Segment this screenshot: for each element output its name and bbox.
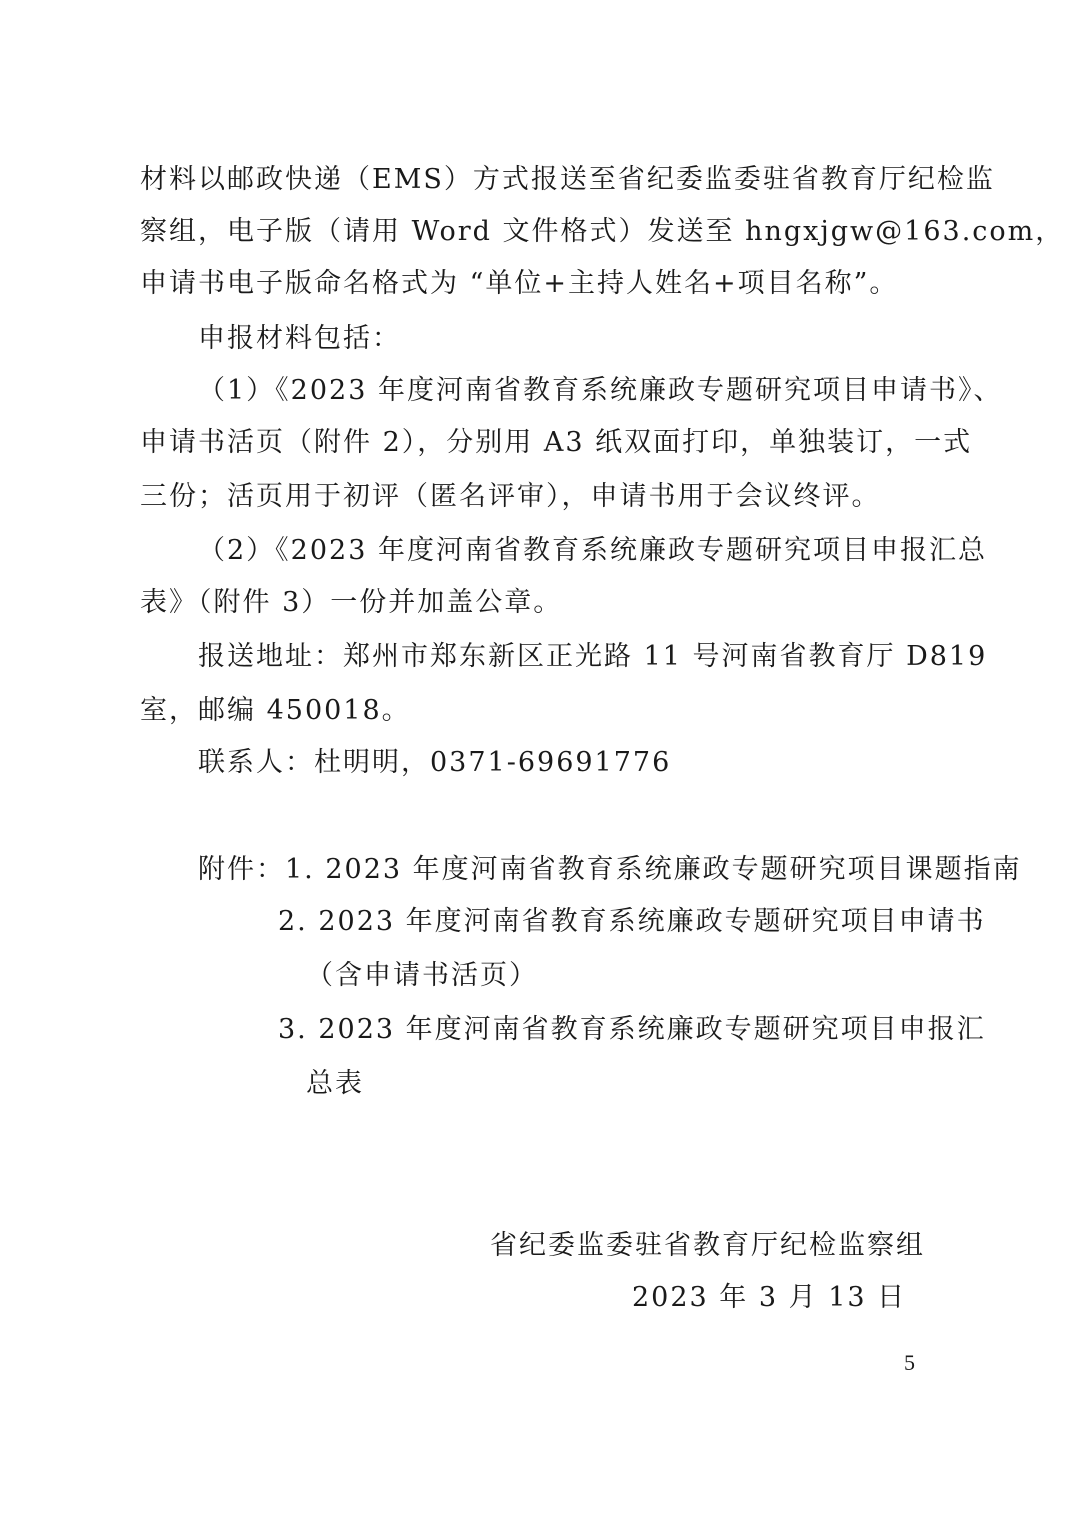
- body-line: 申请书电子版命名格式为 “单位+主持人姓名+项目名称”。: [140, 268, 899, 299]
- body-line: 申请书活页（附件 2），分别用 A3 纸双面打印，单独装订，一式: [140, 427, 973, 458]
- attachment-line: 附件：1. 2023 年度河南省教育系统廉政专题研究项目课题指南: [198, 854, 1022, 885]
- body-line: 表》（附件 3）一份并加盖公章。: [140, 587, 563, 618]
- body-line: 申报材料包括：: [198, 323, 401, 354]
- attachment-line: 3. 2023 年度河南省教育系统廉政专题研究项目申报汇: [278, 1014, 986, 1045]
- body-line: 联系人：杜明明，0371-69691776: [198, 747, 672, 778]
- body-line: （1）《2023 年度河南省教育系统廉政专题研究项目申请书》、: [198, 375, 1003, 406]
- body-line: （2）《2023 年度河南省教育系统廉政专题研究项目申报汇总: [198, 535, 987, 566]
- attachment-line: （含申请书活页）: [306, 960, 538, 991]
- body-line: 室，邮编 450018。: [140, 695, 411, 726]
- body-line: 报送地址：郑州市郑东新区正光路 11 号河南省教育厅 D819: [198, 641, 988, 672]
- body-line: 三份；活页用于初评（匿名评审），申请书用于会议终评。: [140, 481, 881, 512]
- attachment-line: 总表: [306, 1068, 364, 1099]
- body-line: 察组，电子版（请用 Word 文件格式）发送至 hngxjgw@163.com，: [140, 216, 1065, 247]
- signature-org: 省纪委监委驻省教育厅纪检监察组: [490, 1230, 925, 1261]
- signature-date: 2023 年 3 月 13 日: [632, 1282, 907, 1313]
- attachment-line: 2. 2023 年度河南省教育系统廉政专题研究项目申请书: [278, 906, 986, 937]
- body-line: 材料以邮政快递（EMS）方式报送至省纪委监委驻省教育厅纪检监: [140, 164, 995, 195]
- page-number: 5: [904, 1350, 915, 1375]
